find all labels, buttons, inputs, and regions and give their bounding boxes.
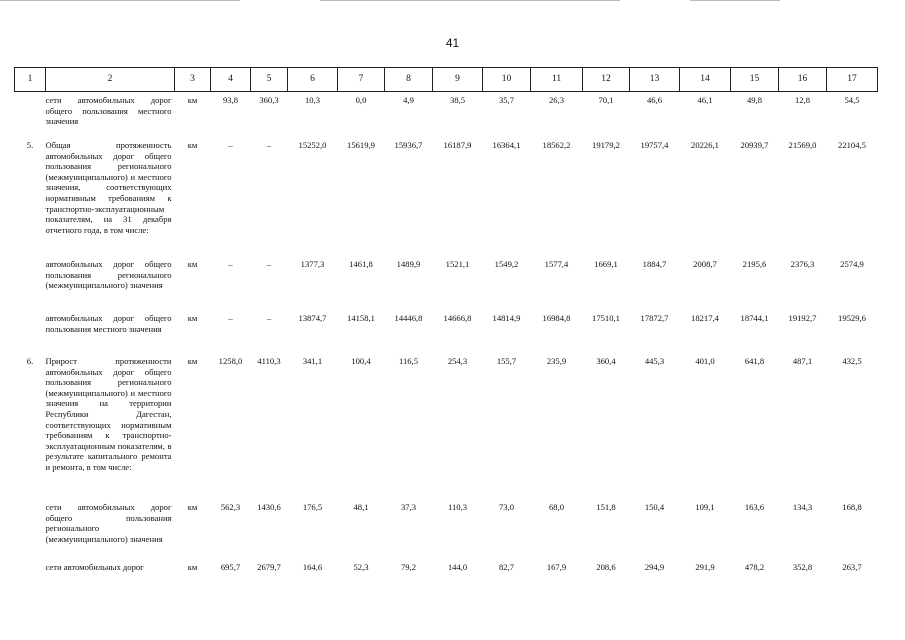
value-cell: 263,7 bbox=[842, 562, 862, 572]
column-header-3: 3 bbox=[175, 68, 211, 92]
column-header-12: 12 bbox=[583, 68, 630, 92]
value-cell: 1884,7 bbox=[642, 259, 667, 269]
value-cell: 155,7 bbox=[496, 356, 517, 366]
value-cell: 38,5 bbox=[449, 95, 466, 105]
value-cell: 20226,1 bbox=[691, 140, 719, 150]
value-cell: 360,4 bbox=[596, 356, 616, 366]
table-row bbox=[15, 499, 878, 559]
unit-cell: км bbox=[187, 95, 198, 105]
row-number bbox=[15, 559, 46, 582]
value-cell: 17872,7 bbox=[640, 313, 669, 323]
value-cell: 291,9 bbox=[695, 562, 715, 572]
value-cell: 2679,7 bbox=[257, 562, 281, 572]
table-row bbox=[15, 92, 878, 134]
column-header-7: 7 bbox=[338, 68, 385, 92]
value-cell: 110,3 bbox=[447, 502, 468, 512]
indicator-name: сети автомобильных дорог общего пользования местного значения bbox=[45, 95, 172, 127]
value-cell: 1461,8 bbox=[349, 259, 373, 269]
indicator-name: сети автомобильных дорог bbox=[45, 562, 144, 572]
unit-cell: км bbox=[187, 562, 198, 572]
value-cell: 164,6 bbox=[302, 562, 323, 572]
value-cell: 341,1 bbox=[302, 356, 323, 366]
value-cell: 100,4 bbox=[351, 356, 371, 366]
value-cell: 48,1 bbox=[353, 502, 369, 512]
value-cell: 54,5 bbox=[844, 95, 860, 105]
value-cell: 14158,1 bbox=[347, 313, 375, 323]
value-cell: 18744,1 bbox=[740, 313, 769, 323]
value-cell: 254,3 bbox=[447, 356, 468, 366]
value-cell: 445,3 bbox=[644, 356, 665, 366]
indicator-name: Общая протяженность автомобильных дорог общего пользования регионального (межмуниципального) и местного значения, соответствующих нормативным требованиям к транспортно-эксплуатационным показателям, на 31 декабря отчетного года, в том числе: bbox=[45, 140, 172, 235]
value-cell: 4110,3 bbox=[257, 356, 281, 366]
value-cell: 2008,7 bbox=[693, 259, 717, 269]
unit-cell: км bbox=[187, 313, 198, 323]
column-header-10: 10 bbox=[483, 68, 531, 92]
value-cell: 20939,7 bbox=[740, 140, 769, 150]
page-number: 41 bbox=[445, 36, 460, 50]
value-cell: 37,3 bbox=[400, 502, 417, 512]
row-number bbox=[15, 499, 46, 559]
column-header-13: 13 bbox=[630, 68, 680, 92]
value-cell: 22104,5 bbox=[838, 140, 866, 150]
value-cell: 46,6 bbox=[646, 95, 663, 105]
value-cell: 4,9 bbox=[403, 95, 414, 105]
unit-cell: км bbox=[187, 502, 198, 512]
value-cell: – bbox=[266, 259, 272, 269]
value-cell: 13874,7 bbox=[298, 313, 327, 323]
value-cell: 46,1 bbox=[697, 95, 713, 105]
value-cell: 208,6 bbox=[596, 562, 616, 572]
value-cell: 1489,9 bbox=[396, 259, 421, 269]
value-cell: 70,1 bbox=[598, 95, 614, 105]
value-cell: 26,3 bbox=[548, 95, 565, 105]
table-row bbox=[15, 133, 878, 256]
value-cell: 168,8 bbox=[842, 502, 862, 512]
row-number bbox=[15, 92, 46, 134]
value-cell: – bbox=[266, 140, 272, 150]
indicator-name: автомобильных дорог общего пользования регионального (межмуниципального) значения bbox=[45, 259, 172, 291]
row-number: 5. bbox=[26, 140, 34, 150]
value-cell: 487,1 bbox=[792, 356, 813, 366]
value-cell: 19757,4 bbox=[640, 140, 669, 150]
value-cell: 116,5 bbox=[398, 356, 419, 366]
value-cell: 18562,2 bbox=[542, 140, 571, 150]
value-cell: 150,4 bbox=[644, 502, 665, 512]
indicator-name: автомобильных дорог общего пользования местного значения bbox=[45, 313, 172, 334]
value-cell: 14446,8 bbox=[394, 313, 423, 323]
value-cell: 352,8 bbox=[792, 562, 813, 572]
column-header-17: 17 bbox=[827, 68, 878, 92]
column-header-9: 9 bbox=[433, 68, 483, 92]
value-cell: 15619,9 bbox=[347, 140, 375, 150]
value-cell: 151,8 bbox=[596, 502, 616, 512]
unit-cell: км bbox=[187, 356, 198, 366]
column-header-4: 4 bbox=[211, 68, 251, 92]
table-row bbox=[15, 559, 878, 582]
value-cell: 49,8 bbox=[746, 95, 763, 105]
row-number bbox=[15, 256, 46, 310]
value-cell: 16364,1 bbox=[492, 140, 521, 150]
value-cell: 1377,3 bbox=[300, 259, 325, 269]
table-row bbox=[15, 256, 878, 310]
value-cell: 82,7 bbox=[498, 562, 515, 572]
value-cell: 144,0 bbox=[447, 562, 468, 572]
value-cell: 52,3 bbox=[353, 562, 369, 572]
value-cell: 1669,1 bbox=[594, 259, 618, 269]
value-cell: – bbox=[228, 313, 233, 323]
unit-cell: км bbox=[187, 140, 198, 150]
value-cell: 360,3 bbox=[259, 95, 279, 105]
value-cell: 163,6 bbox=[744, 502, 765, 512]
column-header-11: 11 bbox=[531, 68, 583, 92]
value-cell: 16984,8 bbox=[542, 313, 571, 323]
value-cell: 294,9 bbox=[644, 562, 665, 572]
value-cell: 79,2 bbox=[400, 562, 417, 572]
value-cell: 1521,1 bbox=[445, 259, 470, 269]
value-cell: 2195,6 bbox=[742, 259, 767, 269]
column-header-14: 14 bbox=[680, 68, 731, 92]
value-cell: 15252,0 bbox=[298, 140, 327, 150]
value-cell: 35,7 bbox=[498, 95, 515, 105]
indicator-name: Прирост протяженности автомобильных дорог общего пользования регионального (межмуниципального) и местного значения на территории Республики Дагестан, соответствующих нормативным требованиям к транспортно-эксплуатационным показателям, в результате капитального ремонта и ремонта, в том числе: bbox=[45, 356, 172, 472]
value-cell: 235,9 bbox=[546, 356, 567, 366]
value-cell: 93,8 bbox=[222, 95, 239, 105]
value-cell: 0,0 bbox=[355, 95, 367, 105]
value-cell: 641,8 bbox=[744, 356, 765, 366]
value-cell: 12,8 bbox=[794, 95, 811, 105]
value-cell: 695,7 bbox=[220, 562, 241, 572]
value-cell: 2376,3 bbox=[790, 259, 815, 269]
value-cell: 68,0 bbox=[548, 502, 565, 512]
value-cell: 19529,6 bbox=[838, 313, 866, 323]
value-cell: 21569,0 bbox=[788, 140, 817, 150]
value-cell: 1577,4 bbox=[544, 259, 569, 269]
indicator-name: сети автомобильных дорог общего пользования регионального (межмуниципального) значения bbox=[45, 502, 172, 544]
row-number: 6. bbox=[26, 356, 34, 366]
value-cell: 109,1 bbox=[695, 502, 715, 512]
value-cell: 562,3 bbox=[220, 502, 241, 512]
unit-cell: км bbox=[187, 259, 198, 269]
value-cell: 1549,2 bbox=[494, 259, 519, 269]
value-cell: 17510,1 bbox=[592, 313, 620, 323]
scan-edge-line bbox=[320, 0, 620, 1]
value-cell: 478,2 bbox=[744, 562, 765, 572]
value-cell: 134,3 bbox=[792, 502, 813, 512]
column-header-16: 16 bbox=[779, 68, 827, 92]
scan-edge-line bbox=[690, 0, 780, 1]
value-cell: 2574,9 bbox=[840, 259, 864, 269]
table-row bbox=[15, 310, 878, 353]
column-header-1: 1 bbox=[15, 68, 46, 92]
value-cell: – bbox=[266, 313, 272, 323]
column-header-15: 15 bbox=[731, 68, 779, 92]
value-cell: 167,9 bbox=[546, 562, 567, 572]
value-cell: 73,0 bbox=[498, 502, 515, 512]
value-cell: 432,5 bbox=[842, 356, 862, 366]
value-cell: 19179,2 bbox=[592, 140, 620, 150]
scan-edge-line bbox=[0, 0, 240, 1]
indicator-table bbox=[14, 67, 878, 582]
table-row bbox=[15, 353, 878, 499]
value-cell: – bbox=[228, 259, 233, 269]
value-cell: 401,0 bbox=[695, 356, 715, 366]
value-cell: 10,3 bbox=[304, 95, 321, 105]
value-cell: 14666,8 bbox=[443, 313, 472, 323]
row-number bbox=[15, 310, 46, 353]
column-number-header-row bbox=[15, 68, 878, 92]
value-cell: – bbox=[228, 140, 233, 150]
value-cell: 16187,9 bbox=[443, 140, 472, 150]
value-cell: 19192,7 bbox=[788, 313, 817, 323]
column-header-6: 6 bbox=[288, 68, 338, 92]
column-header-2: 2 bbox=[46, 68, 175, 92]
value-cell: 1430,6 bbox=[257, 502, 281, 512]
value-cell: 1258,0 bbox=[218, 356, 243, 366]
value-cell: 15936,7 bbox=[394, 140, 423, 150]
value-cell: 18217,4 bbox=[691, 313, 719, 323]
column-header-8: 8 bbox=[385, 68, 433, 92]
column-header-5: 5 bbox=[251, 68, 288, 92]
value-cell: 176,5 bbox=[302, 502, 323, 512]
value-cell: 14814,9 bbox=[492, 313, 521, 323]
